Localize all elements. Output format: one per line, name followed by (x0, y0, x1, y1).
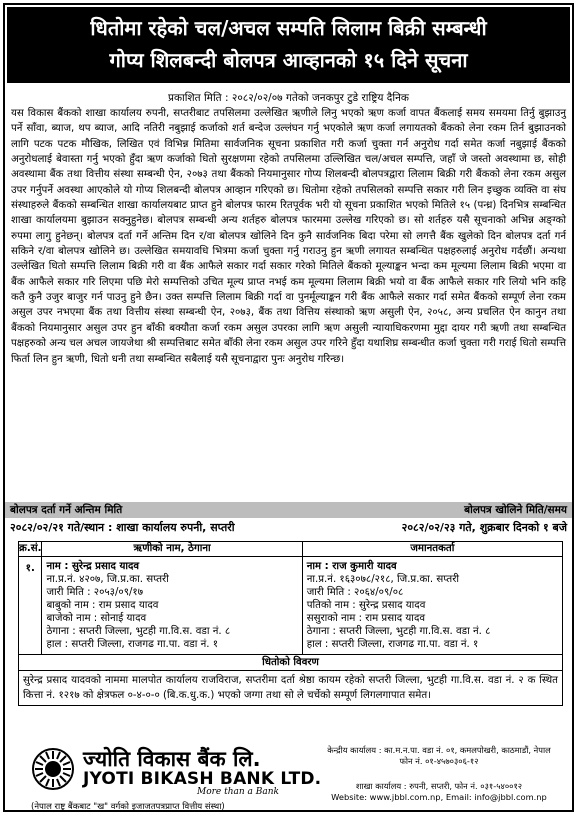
borrower-name: नाम : सुरेन्द्र प्रसाद यादव (46, 561, 140, 572)
opening-date-value: २०८२/०२/२३ गते, शुक्रबार दिनको १ बजे (401, 521, 567, 534)
bank-logo-icon (31, 747, 75, 791)
property-title: धितोको विवरण (19, 655, 563, 671)
guarantor-father-in-law: ससुराको नाम : राम प्रसाद यादव (306, 613, 426, 624)
head-office-phone: फोन नं. ०१-४५७०३०६-१२ (399, 756, 479, 766)
guarantor-citizenship: ना.प्र.नं. १६३०७८/२१८, जि.प्र.का. सप्तरी (306, 574, 460, 585)
bank-license: (नेपाल राष्ट्र बैंकबाट "ख" वर्गको इजाजतपत्रप्राप्त वित्तीय संस्था) (31, 802, 225, 812)
table-row (19, 557, 563, 655)
col-header-borrower: ऋणीको नाम, ठेगाना (42, 542, 302, 557)
bank-footer (5, 741, 572, 812)
submission-deadline-value: २०८२/०२/२१ गते/स्थान : शाखा कार्यालय रुपनी, सप्तरी (10, 521, 235, 534)
property-description: सुरेन्द्र प्रसाद यादवको नाममा मालपोत कार्यालय राजविराज, सप्तरीमा दर्ता श्रेष्ठा कायम रहेको सप्तरी जिल्ला, भुटही गा.वि.स. वडा नं. २ क स्थित कित्ता नं. १२१७ को क्षेत्रफल ०-४-०-० (बि.क.धु.क.) भएको जग्गा तथा सो ले चर्चेको सम्पूर्ण लिगलगापात समेत। (19, 671, 563, 706)
borrower-citizenship: ना.प्र.नं. ४२०७, जि.प्र.का. सप्तरी (46, 574, 169, 585)
row-sn: १. (19, 557, 42, 655)
notice-body: यस विकास बैंकको शाखा कार्यालय रुपनी, सप्तरीबाट तपसिलमा उल्लेखित ऋणीले लिनु भएको ऋण कर्जा वापत बैंकलाई समय समयमा तिर्नु बुझाउनु पर्ने साँवा, ब्याज, थप ब्याज, आदि नतिरी नबुझाई कर्जाको शर्त बन्देज उल्लंघन गर्नु भएकोले ऋण कर्जा लगायतको बैंकको लेना रकम तिर्न बुझाउनको लागि पटक पटक मौखिक, लिखित एवं विभिन्न मितिमा सार्वजनिक सूचना प्रकाशित गरी कर्जा चुक्ता गर्न अनुरोध गर्दा समेत कर्जा नबुझाई बैंकको अनुरोधलाई बेवास्ता गर्नु भएको हुँदा ऋण कर्जाको धितो सुरक्षणमा रहेको तपसिलमा उल्लिखित चल/अचल सम्पत्ति, जहाँ जे जस्तो अवस्थामा छ, सोही अवस्थामा बैंक तथा वित्तीय संस्था सम्बन्धी ऐन, २०७३ तथा बैंकको नियमानुसार गोप्य शिलबन्दी बोलपत्रद्वारा लिलाम बिक्री गरी बैंकको लेना रकम असुल उपर गर्नुपर्ने अवस्था आएकोले यो गोप्य शिलबन्दी बोलपत्र आव्हान गरिएको छ। धितोमा रहेको तपसिलको सम्पत्ति सकार गरी लिन इच्छुक व्यक्ति वा संघ संस्थाहरुले बैंकको सम्बन्धित शाखा कार्यालयबाट प्राप्त हुने बोलपत्र फारम रितपूर्वक भरी यो सूचना प्रकाशित भएको मितिले १५ (पन्ध्र) दिनभित्र सम्बन्धित शाखा कार्यालयमा बुझाउन सक्नुहुनेछ। बोलपत्र सम्बन्धी अन्य शर्तहरु बोलपत्र फारममा उल्लेख गरिएको छ। सो शर्तहरु यसै सूचनाको अभिन्न अङ्ग्को रुपमा लागु हुनेछन्। बोलपत्र दर्ता गर्ने अन्तिम दिन र/वा बोलपत्र खोलिने दिन कुनै सार्वजनिक बिदा परेमा सो लगत्तै बैंक खुलेको दिन बोलपत्र दर्ता गर्न सकिने र/वा बोलपत्र खोलिने छ। उल्लेखित समयावधि भित्रमा कर्जा चुक्ता गर्नु गराउनु हुन ऋणी लगायत सम्बन्धित पक्षहरुलाई अनुरोध गर्दछौं। अन्यथा उल्लेखित धितो सम्पत्ति लिलाम बिक्री गरी वा बैंक आफैले सकार गर्दा सकार गरेको मितिले बैंकको मूल्याङ्कन भन्दा कम मूल्यमा लिलाम बिक्री भएमा वा बैंक आफैले सकार गरि लिएमा पछि मेरो सम्पत्तिको उचित मूल्य प्राप्त नभई कम मूल्यमा लिलाम बिक्री भयो वा बैंक आफैले सकार गरि लियो भनि कहि कतै कुनै उजुर बाजुर गर्न पाउनु हुने छैन। उक्त सम्पत्ति लिलाम बिक्री गर्दा वा पुनर्मूल्याङ्कन गरी बैंक आफैले सकार गर्दा समेत बैंकको सम्पूर्ण लेना रकम असुल उपर नभएमा बैंक तथा वित्तीय संस्था सम्बन्धी ऐन, २०७३, बैंक तथा वित्तिय संस्थाको ऋण असुली ऐन, २०५८, अन्य प्रचलित ऐन कानुन तथा बैंकको नियमानुसार असुल उपर हुन बाँकी बक्यौता कर्जा रकम असुल उपरका लागि ऋण असुली न्यायाधिकरणमा मुद्दा दायर गरी ऋणी तथा सम्बन्धित पक्षहरुको अन्य चल अचल जायजेथा श्री सम्पत्तिबाट समेत बाँकी लेना रकम असुल उपर गरिने हुँदा यथाशिघ्र सम्बन्धीत कर्जा चुक्ता गरी गराई धितो सम्पत्ति फिर्ता लिन हुन ऋणी, धितो धनी तथा सम्बन्धित सबैलाई यसै सूचनाद्वारा पुनः अनुरोध गरिन्छ। (11, 108, 566, 365)
guarantor-name: नाम : राज कुमारी यादव (306, 561, 397, 572)
borrower-grandfather: बाजेको नाम : सोनाई यादव (46, 613, 147, 624)
borrower-issued: जारी मिति : २०५३/०९/१७ (46, 587, 144, 598)
guarantor-current-address: हाल : सप्तरी जिल्ला, राजगढ गा.पा. वडा नं. १ (306, 639, 479, 650)
table-header-row (19, 542, 563, 557)
head-office: केन्द्रीय कार्यालय : का.म.न.पा. वडा नं. ०१, कमलपोखरी, काठमाडौं, नेपाल (327, 745, 551, 755)
title-line-1: धितोमा रहेको चल/अचल सम्पति लिलाम बिक्री सम्बन्धी (90, 16, 487, 40)
opening-date-label: बोलपत्र खोलिने मिति/समय (464, 504, 567, 516)
submission-deadline-label: बोलपत्र दर्ता गर्ने अन्तिम मिति (10, 504, 123, 516)
borrower-details (42, 557, 302, 655)
bank-contact (308, 745, 570, 803)
guarantor-details (302, 557, 562, 655)
guarantor-address: ठेगाना : सप्तरी जिल्ला, भुटही गा.वि.स. वडा नं. ८ (306, 626, 491, 637)
guarantor-issued: जारी मिति : २०६४/०९/०८ (306, 587, 404, 598)
deadline-labels-bar (5, 502, 572, 518)
bank-tagline: More than a Bank (197, 787, 280, 797)
notice-title-banner (7, 7, 570, 83)
borrower-current-address: हाल : सप्तरी जिल्ला, राजगढ गा.पा. वडा नं. १ (46, 639, 219, 650)
publication-date: प्रकाशित मिति : २०८२/०२/०७ गतेको जनकपुर टुडे राष्ट्रिय दैनिक (168, 92, 409, 104)
borrower-guarantor-table (18, 541, 563, 706)
title-line-2: गोप्य शिलबन्दी बोलपत्र आव्हानको १५ दिने सूचना (109, 48, 468, 72)
deadline-values-bar (5, 519, 572, 535)
col-header-guarantor: जमानतकर्ता (302, 542, 562, 557)
borrower-father: बाबुको नाम : राम प्रसाद यादव (46, 600, 159, 611)
bank-name-nepali: ज्योति विकास बैंक लि. (83, 747, 261, 771)
guarantor-spouse: पतिको नाम : सुरेन्द्र प्रसाद यादव (306, 600, 426, 611)
notice-page (3, 3, 574, 812)
property-text-row (19, 671, 563, 706)
branch-office: शाखा कार्यालय : रुपनी, सप्तरी, फोन नं. ०३१-५४००१२ (355, 781, 523, 791)
website-email: Website: www.jbbl.com.np, Email: info@jbbl.com.np (331, 792, 547, 802)
borrower-address: ठेगाना : सप्तरी जिल्ला, भुटही गा.वि.स. वडा नं. ८ (46, 626, 231, 637)
bank-logo (31, 747, 322, 812)
property-title-row (19, 655, 563, 671)
bank-name-english: JYOTI BIKASH BANK LTD. (83, 769, 322, 789)
col-header-sn: क्र.सं. (19, 542, 42, 557)
